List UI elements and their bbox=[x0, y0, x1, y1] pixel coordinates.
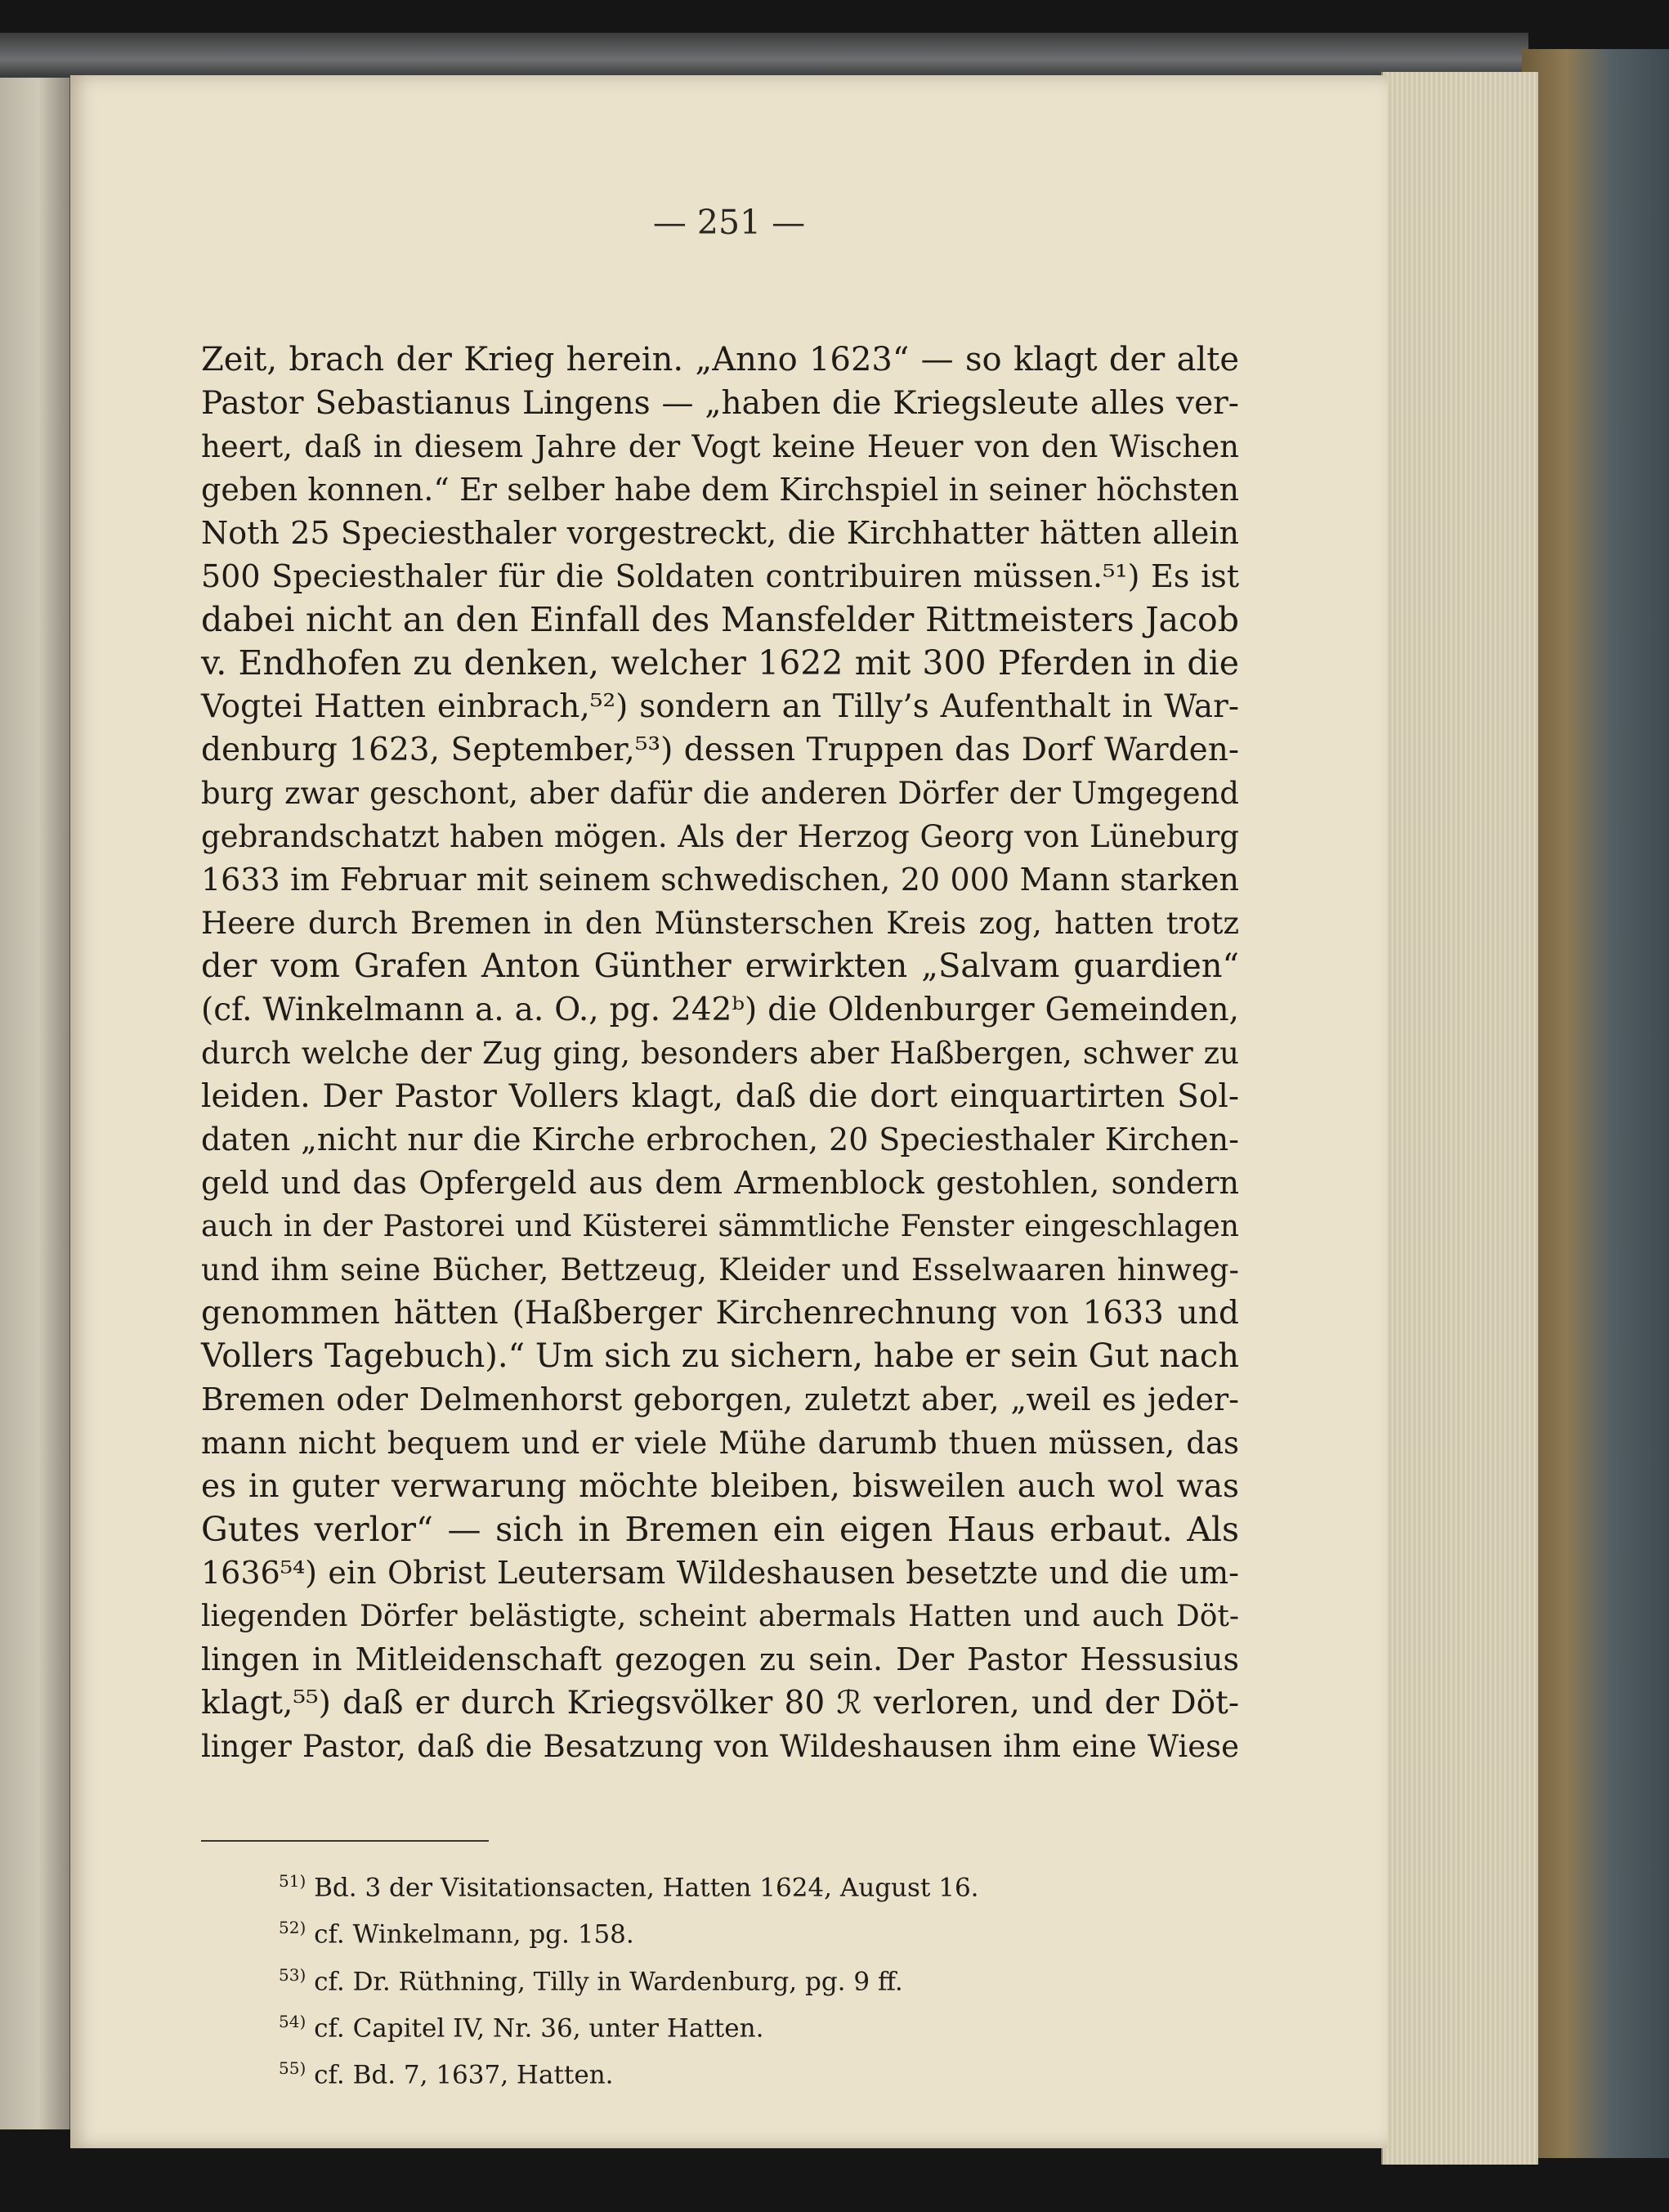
text-line: geben konnen.“ Er selber habe dem Kirchspiel in seiner höchsten bbox=[201, 472, 1239, 508]
text-line: Zeit, brach der Krieg herein. „Anno 1623“ — so klagt der alte bbox=[201, 341, 1239, 378]
text-line: liegenden Dörfer belästigte, scheint abermals Hatten und auch Döt- bbox=[201, 1600, 1239, 1633]
footnote-rule bbox=[201, 1840, 489, 1842]
footnote bbox=[279, 1908, 1178, 1955]
book-page bbox=[70, 75, 1388, 2148]
footnote-mark: 55) bbox=[279, 2058, 307, 2079]
text-line: und ihm seine Bücher, Bettzeug, Kleider und Esselwaaren hinweg- bbox=[201, 1252, 1239, 1287]
footnote-text: Bd. 3 der Visitationsacten, Hatten 1624, August 16. bbox=[314, 1873, 979, 1903]
footnote-mark: 54) bbox=[279, 2011, 307, 2031]
text-line: 1636⁵⁴) ein Obrist Leutersam Wildeshausen besetzte und die um- bbox=[201, 1555, 1239, 1591]
text-line: Vollers Tagebuch).“ Um sich zu sichern, habe er sein Gut nach bbox=[201, 1337, 1239, 1375]
text-line: durch welche der Zug ging, besonders aber Haßbergen, schwer zu bbox=[201, 1036, 1239, 1071]
footnote-text: cf. Dr. Rüthning, Tilly in Wardenburg, pg. 9 ff. bbox=[314, 1966, 903, 1996]
book-binding bbox=[1522, 49, 1669, 2158]
page-number: — 251 — bbox=[652, 203, 806, 242]
previous-page-edge bbox=[0, 78, 72, 2129]
book-top-edge bbox=[0, 33, 1528, 82]
text-line: Noth 25 Speciesthaler vorgestreckt, die Kirchhatter hätten allein bbox=[201, 515, 1239, 551]
text-line: daten „nicht nur die Kirche erbrochen, 20 Speciesthaler Kirchen- bbox=[201, 1122, 1239, 1157]
text-line: dabei nicht an den Einfall des Mansfelder Rittmeisters Jacob bbox=[201, 600, 1239, 639]
footnote-mark: 52) bbox=[279, 1918, 307, 1938]
text-line: burg zwar geschont, aber dafür die anderen Dörfer der Umgegend bbox=[201, 776, 1239, 811]
text-line: (cf. Winkelmann a. a. O., pg. 242ᵇ) die Oldenburger Gemeinden, bbox=[201, 992, 1239, 1028]
footnotes bbox=[279, 1861, 1178, 2096]
body-text bbox=[201, 338, 1239, 1768]
text-line: linger Pastor, daß die Besatzung von Wildeshausen ihm eine Wiese bbox=[201, 1729, 1239, 1764]
footnote-text: cf. Capitel IV, Nr. 36, unter Hatten. bbox=[314, 2013, 764, 2044]
text-line: Vogtei Hatten einbrach,⁵²) sondern an Tilly’s Aufenthalt in War- bbox=[201, 688, 1239, 725]
footnote-mark: 51) bbox=[279, 1871, 307, 1891]
footnote-text: cf. Winkelmann, pg. 158. bbox=[314, 1919, 634, 1950]
text-line: denburg 1623, September,⁵³) dessen Truppen das Dorf Warden- bbox=[201, 732, 1239, 768]
text-line: Heere durch Bremen in den Münsterschen Kreis zog, hatten trotz bbox=[201, 906, 1239, 941]
text-line: klagt,⁵⁵) daß er durch Kriegsvölker 80 ℛ verloren, und der Döt- bbox=[201, 1685, 1239, 1722]
text-line: mann nicht bequem und er viele Mühe darumb thuen müssen, das bbox=[201, 1426, 1239, 1461]
footnote bbox=[279, 2002, 1178, 2049]
footnote-mark: 53) bbox=[279, 1964, 307, 1985]
text-line: lingen in Mitleidenschaft gezogen zu sein. Der Pastor Hessusius bbox=[201, 1641, 1239, 1677]
text-line: 500 Speciesthaler für die Soldaten contribuiren müssen.⁵¹) Es ist bbox=[201, 558, 1239, 594]
text-line: Pastor Sebastianus Lingens — „haben die Kriegsleute alles ver- bbox=[201, 385, 1239, 422]
text-line: es in guter verwarung möchte bleiben, bisweilen auch wol was bbox=[201, 1468, 1239, 1505]
footnote bbox=[279, 1861, 1178, 1908]
text-line: heert, daß in diesem Jahre der Vogt keine Heuer von den Wischen bbox=[201, 429, 1239, 464]
text-line: v. Endhofen zu denken, welcher 1622 mit 300 Pferden in die bbox=[201, 643, 1239, 683]
text-line: geld und das Opfergeld aus dem Armenblock gestohlen, sondern bbox=[201, 1165, 1239, 1201]
text-line: Bremen oder Delmenhorst geborgen, zuletzt aber, „weil es jeder- bbox=[201, 1381, 1239, 1417]
text-line: genommen hätten (Haßberger Kirchenrechnung von 1633 und bbox=[201, 1295, 1239, 1332]
text-line: der vom Grafen Anton Günther erwirkten „Salvam guardien“ bbox=[201, 947, 1239, 985]
text-line: gebrandschatzt haben mögen. Als der Herzog Georg von Lüneburg bbox=[201, 819, 1239, 854]
text-line: leiden. Der Pastor Vollers klagt, daß die dort einquartirten Sol- bbox=[201, 1078, 1239, 1115]
footnote bbox=[279, 1955, 1178, 2002]
text-line: auch in der Pastorei und Küsterei sämmtliche Fenster eingeschlagen bbox=[201, 1210, 1239, 1243]
footnote-text: cf. Bd. 7, 1637, Hatten. bbox=[314, 2060, 614, 2090]
text-line: Gutes verlor“ — sich in Bremen ein eigen Haus erbaut. Als bbox=[201, 1510, 1239, 1549]
text-line: 1633 im Februar mit seinem schwedischen, 20 000 Mann starken bbox=[201, 862, 1239, 898]
page-stack-edge bbox=[1381, 72, 1538, 2165]
footnote bbox=[279, 2049, 1178, 2095]
